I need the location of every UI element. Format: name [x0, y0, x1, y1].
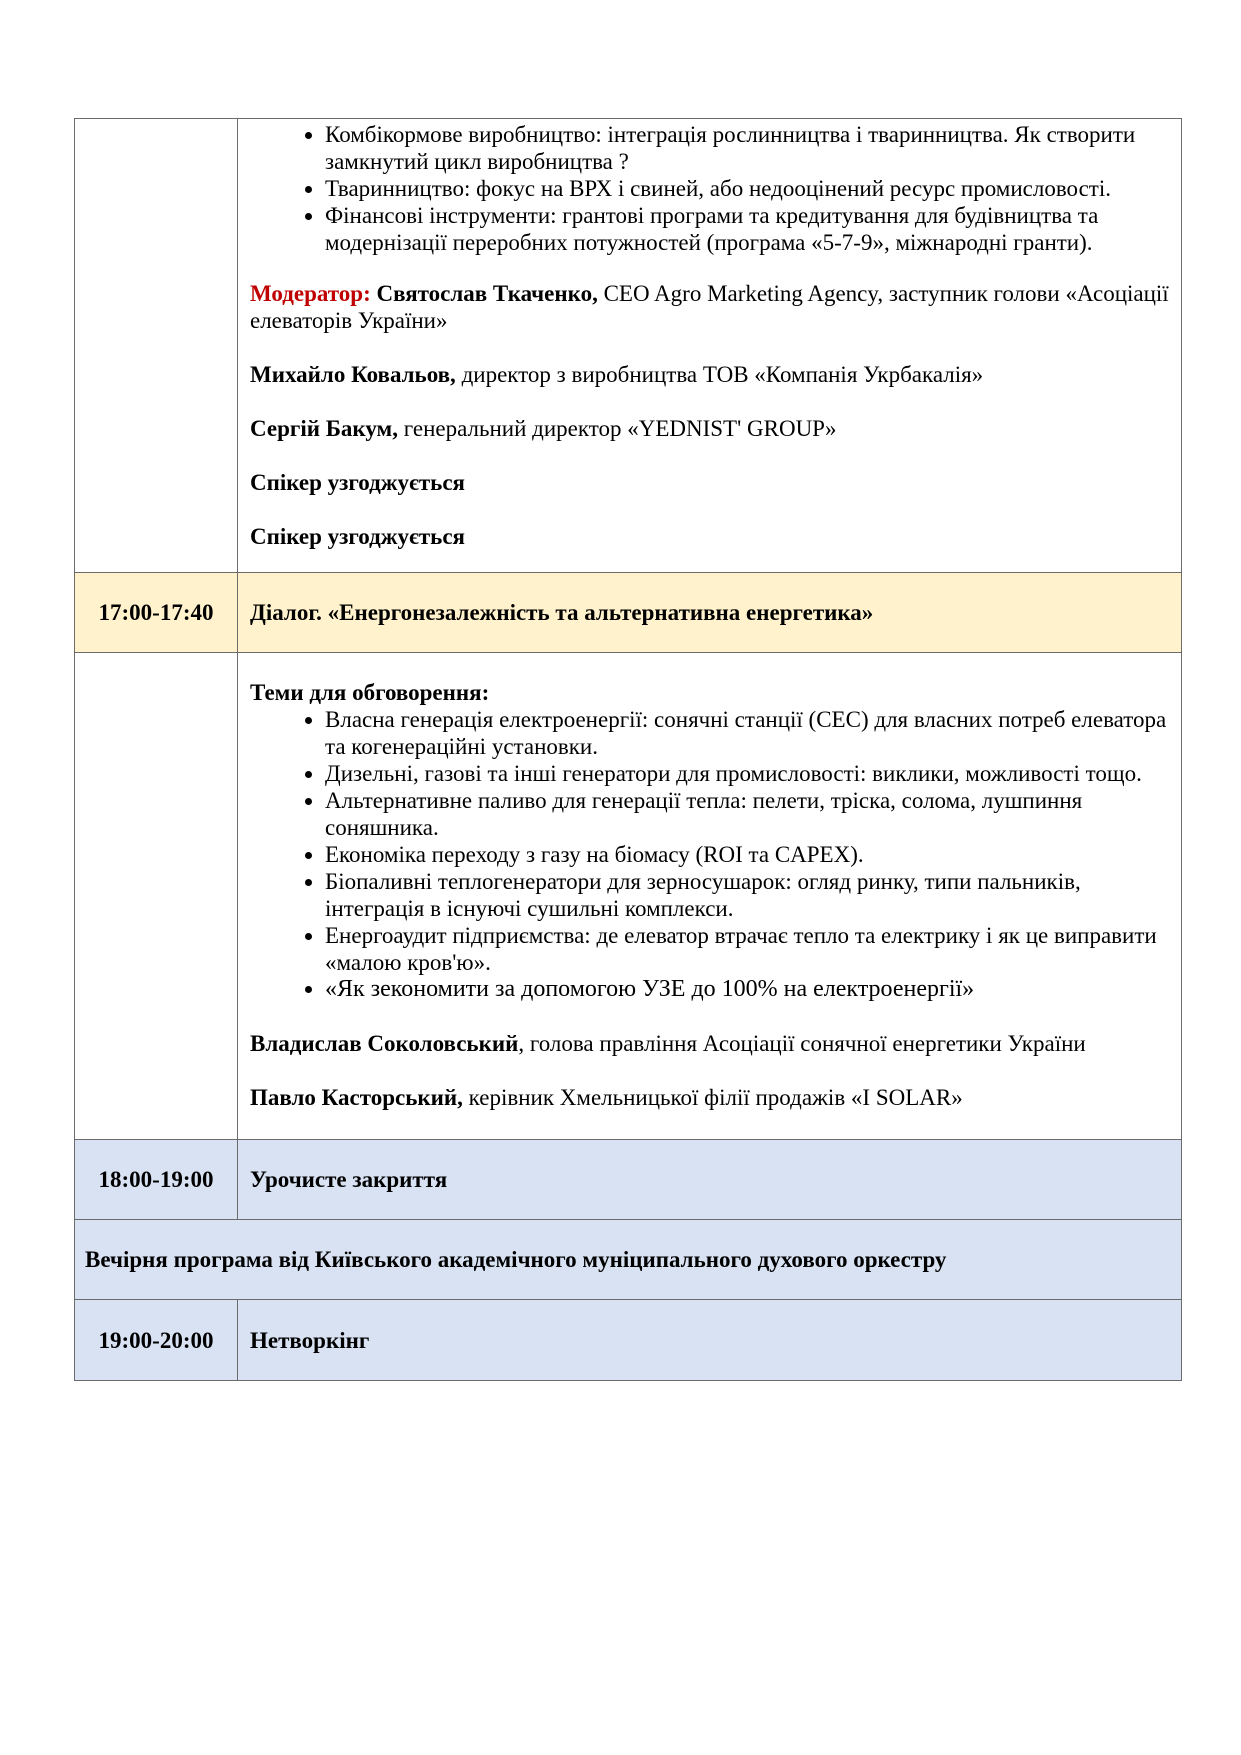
list-item: • Економіка переходу з газу на біомасу (ROI та CAPEX).	[325, 841, 1169, 868]
session-details-row	[75, 119, 1182, 573]
topics-list	[250, 706, 1169, 1003]
time-cell: 19:00-20:00	[75, 1300, 238, 1381]
list-item: • Біопаливні теплогенератори для зерносушарок: огляд ринку, типи пальників, інтеграція в існуючі сушильні комплекси.	[325, 868, 1169, 922]
evening-program-row	[75, 1220, 1182, 1300]
session-details-cell	[238, 119, 1182, 573]
speaker: Сергій Бакум, генеральний директор «YEDNIST' GROUP»	[250, 416, 837, 441]
time-cell: 18:00-19:00	[75, 1140, 238, 1220]
time-cell: 17:00-17:40	[75, 573, 238, 653]
program-table	[74, 118, 1182, 1381]
session-title: Діалог. «Енергонезалежність та альтернативна енергетика»	[238, 573, 1182, 653]
list-item: • Тваринництво: фокус на ВРХ і свиней, або недооцінений ресурс промисловості.	[325, 175, 1169, 202]
session-title: Нетворкінг	[238, 1300, 1182, 1381]
session-details-cell	[238, 653, 1182, 1140]
session-header-row	[75, 573, 1182, 653]
list-item: • Альтернативне паливо для генерації тепла: пелети, тріска, солома, лушпиння соняшника.	[325, 787, 1169, 841]
speaker-tbd: Спікер узгоджується	[250, 470, 465, 495]
list-item: • Дизельні, газові та інші генератори для промисловості: виклики, можливості тощо.	[325, 760, 1169, 787]
list-item: • Енергоаудит підприємства: де елеватор втрачає тепло та електрику і як це виправити «малою кров'ю».	[325, 922, 1169, 976]
list-item: • Комбікормове виробництво: інтеграція рослинництва і тваринництва. Як створити замкнутий цикл виробництва ?	[325, 121, 1169, 175]
time-cell-empty	[75, 653, 238, 1140]
list-item: • Фінансові інструменти: грантові програми та кредитування для будівництва та модернізації переробних потужностей (програма «5-7-9», міжнародні гранти).	[325, 202, 1169, 256]
topics-heading: Теми для обговорення:	[250, 680, 490, 705]
moderator: Модератор: Святослав Ткаченко, CEO Agro Marketing Agency, заступник голови «Асоціації елеваторів України»	[250, 281, 1169, 333]
evening-program-title: Вечірня програма від Київського академічного муніципального духового оркестру	[75, 1220, 1182, 1300]
list-item: • Власна генерація електроенергії: сонячні станції (СЕС) для власних потреб елеватора та когенераційні установки.	[325, 706, 1169, 760]
speaker-tbd: Спікер узгоджується	[250, 524, 465, 549]
list-item: • «Як зекономити за допомогою УЗЕ до 100% на електроенергії»	[325, 976, 1169, 1003]
networking-row	[75, 1300, 1182, 1381]
session-title: Урочисте закриття	[238, 1140, 1182, 1220]
session-details-row	[75, 653, 1182, 1140]
speaker: Павло Касторський, керівник Хмельницької філії продажів «I SOLAR»	[250, 1085, 963, 1110]
closing-row	[75, 1140, 1182, 1220]
topics-list	[250, 121, 1169, 256]
time-cell-empty	[75, 119, 238, 573]
speaker: Михайло Ковальов, директор з виробництва ТОВ «Компанія Укрбакалія»	[250, 362, 984, 387]
speaker: Владислав Соколовський, голова правління Асоціації сонячної енергетики України	[250, 1031, 1086, 1056]
